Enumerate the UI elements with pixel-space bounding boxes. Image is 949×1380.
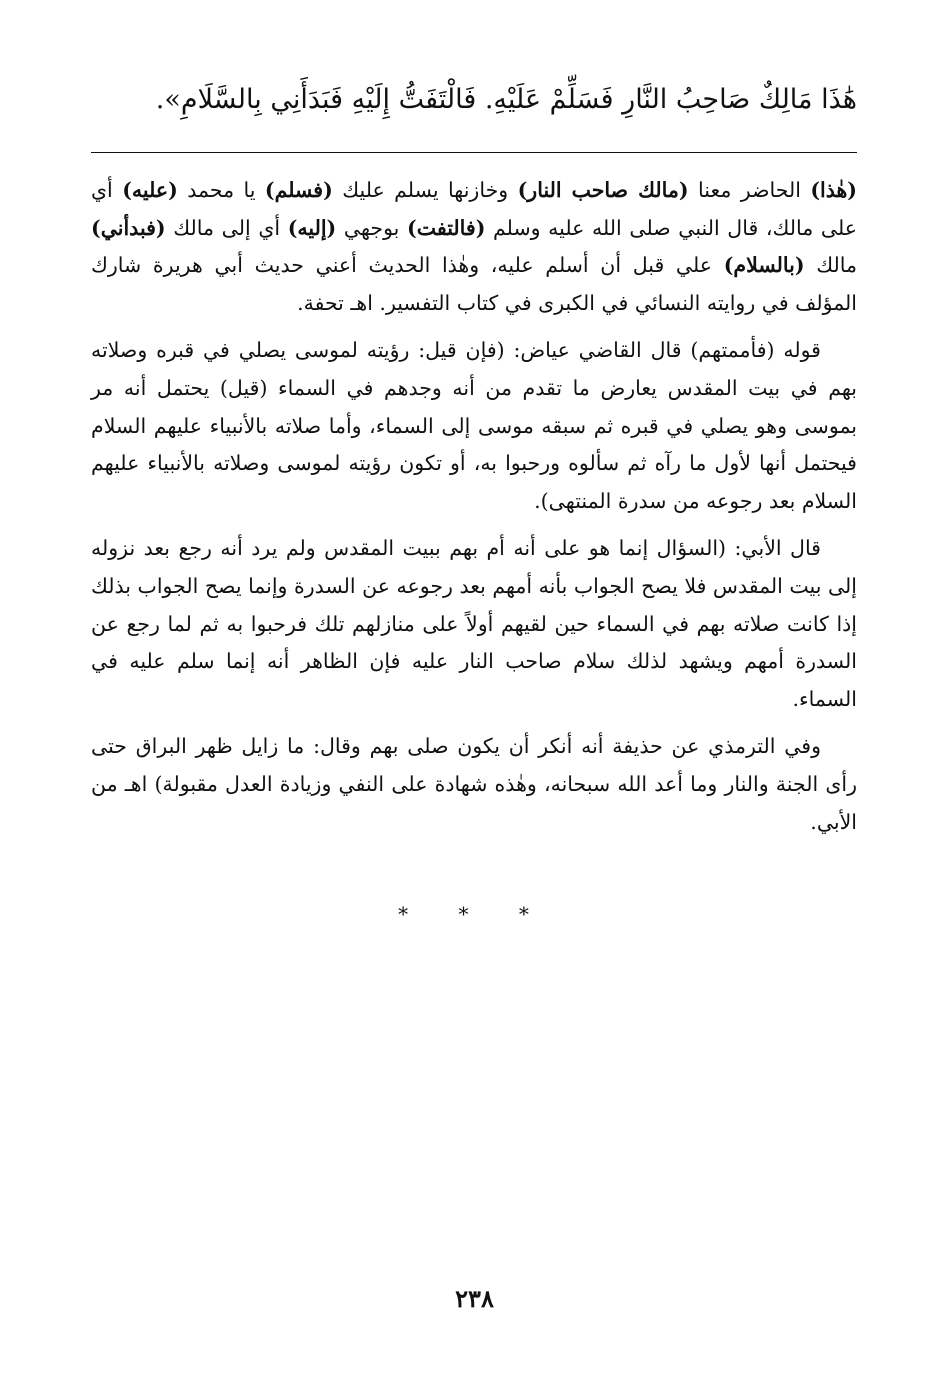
bold-term: (فسلم) xyxy=(264,178,333,202)
bold-term: (بالسلام) xyxy=(723,253,805,278)
text-run: أي على مالك، قال النبي صلى الله عليه وسلم xyxy=(91,178,857,240)
bold-term: (مالك صاحب النار) xyxy=(517,178,689,202)
text-run: علي قبل أن أسلم عليه، وهٰذا الحديث أعني حديث أبي هريرة شارك المؤلف في روايته النسائي في الكبرى في كتاب التفسير. اهـ تحفة. xyxy=(91,253,857,315)
commentary-section xyxy=(91,172,857,851)
commentary-paragraph-2: قوله (فأممتهم) قال القاضي عياض: (فإن قيل: رؤيته لموسى يصلي في قبره وصلاته بهم في بيت المقدس يعارض ما تقدم من أنه وجدهم في السماء (قيل) يحتمل أنه مر بموسى وهو يصلي في قبره ثم سبقه موسى إلى السماء، وأما صلاته بالأنبياء عليهم السلام فيحتمل أنها لأول ما رآه ثم سألوه ورحبوا به، أو تكون رؤيته لموسى وصلاته بالأنبياء عليهم السلام بعد رجوعه من سدرة المنتهى). xyxy=(91,338,857,513)
text-run: الحاضر معنا xyxy=(688,178,811,202)
text-run: بوجهي xyxy=(336,215,408,240)
section-separator: * * * xyxy=(398,902,551,926)
bold-term: (هٰذا) xyxy=(810,178,858,202)
commentary-paragraph-3: قال الأبي: (السؤال إنما هو على أنه أم بهم ببيت المقدس ولم يرد أنه رجع بعد نزوله إلى بيت المقدس فلا يصح الجواب بأنه أمهم بعد رجوعه عن السدرة وإنما يصح الجواب بذلك إذا كانت صلاته بهم في السماء حين لقيهم أولاً على منازلهم تلك فرحبوا به ثم لما رجع عن السدرة أمهم ويشهد لذلك سلام صاحب النار عليه فإن الظاهر أنه إنما سلم عليه في السماء. xyxy=(91,536,857,711)
bold-term: (عليه) xyxy=(122,178,178,202)
text-run: يا محمد xyxy=(177,178,265,202)
commentary-paragraph-1 xyxy=(91,172,857,322)
footnote-divider xyxy=(91,152,857,153)
commentary-paragraph-4: وفي الترمذي عن حذيفة أنه أنكر أن يكون صلى بهم وقال: ما زايل ظهر البراق حتى رأى الجنة والنار وما أعد الله سبحانه، وهٰذه شهادة على النفي وزيادة العدل مقبولة) اهـ من الأبي. xyxy=(91,734,857,834)
bold-term: (فبدأني) xyxy=(91,215,166,240)
text-run: مالك xyxy=(804,253,857,278)
text-run: وخازنها يسلم عليك xyxy=(332,178,518,202)
bold-term: (فالتفت) xyxy=(407,215,486,240)
bold-term: (إليه) xyxy=(287,215,337,240)
page-number: ٢٣٨ xyxy=(455,1284,494,1313)
hadith-text: هَٰذَا مَالِكٌ صَاحِبُ النَّارِ فَسَلِّمْ عَلَيْهِ. فَالْتَفَتُّ إِلَيْهِ فَبَدَأَنِي بِالسَّلَامِ». xyxy=(155,84,857,115)
text-run: أي إلى مالك xyxy=(165,215,288,240)
